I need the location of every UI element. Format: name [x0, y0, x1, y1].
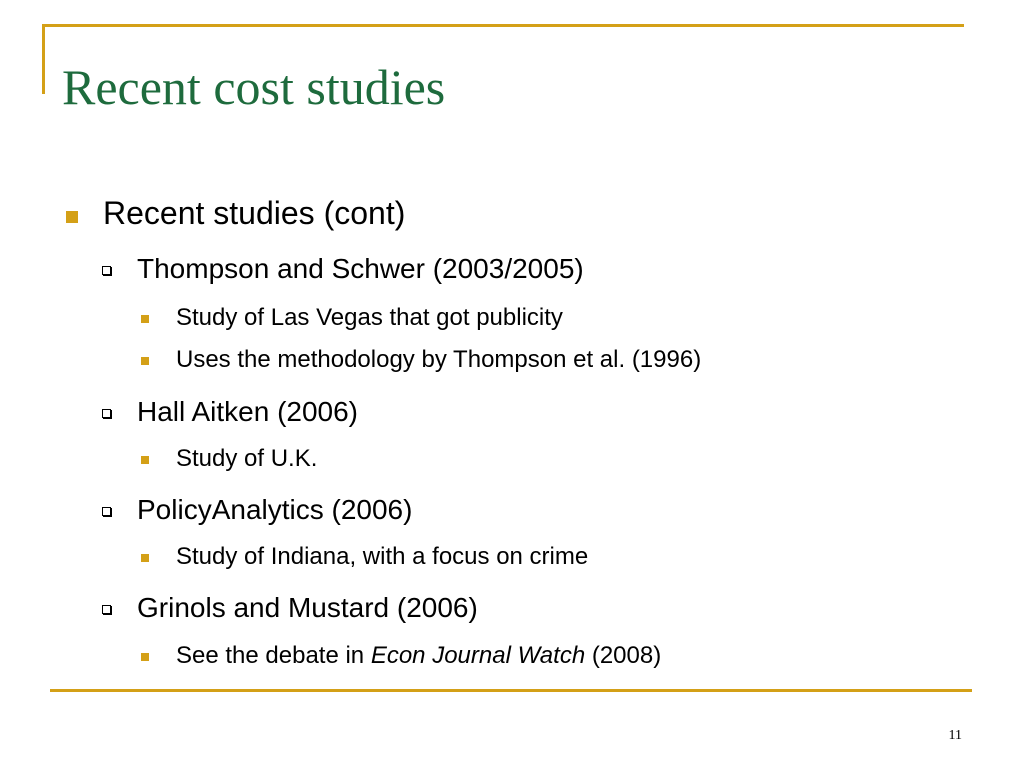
- footer-divider: [50, 689, 972, 692]
- slide-number: 11: [948, 728, 962, 743]
- hollow-square-bullet-icon: [102, 266, 111, 275]
- bullet-level3-text: [176, 644, 661, 668]
- bullet-square-icon: [141, 357, 149, 365]
- bullet-level2-text: PolicyAnalytics (2006): [137, 494, 413, 525]
- bullet-level2-text: Grinols and Mustard (2006): [137, 592, 478, 623]
- slide-title: Recent cost studies: [62, 59, 446, 115]
- bullet-square-icon: [66, 211, 78, 223]
- bullet-square-icon: [141, 653, 149, 661]
- bullet-level1-text: Recent studies (cont): [103, 195, 406, 231]
- bullet-square-icon: [141, 554, 149, 562]
- hollow-square-bullet-icon: [102, 409, 111, 418]
- journal-title-italic: Econ Journal Watch: [370, 642, 586, 669]
- bullet-square-icon: [141, 315, 149, 323]
- bullet-text-prefix: See the debate in: [176, 642, 371, 669]
- bullet-level3-text: Study of Las Vegas that got publicity: [176, 304, 563, 331]
- hollow-square-bullet-icon: [102, 507, 111, 516]
- bullet-level3-text: Uses the methodology by Thompson et al. (1996): [176, 346, 702, 373]
- bullet-level2-text: Thompson and Schwer (2003/2005): [137, 253, 584, 284]
- hollow-square-bullet-icon: [102, 605, 111, 614]
- bullet-text-suffix: (2008): [585, 642, 662, 669]
- bullet-level3-text: Study of Indiana, with a focus on crime: [176, 543, 589, 570]
- bullet-level2-text: Hall Aitken (2006): [137, 396, 359, 427]
- bullet-level3-text: Study of U.K.: [176, 445, 318, 472]
- bullet-square-icon: [141, 456, 149, 464]
